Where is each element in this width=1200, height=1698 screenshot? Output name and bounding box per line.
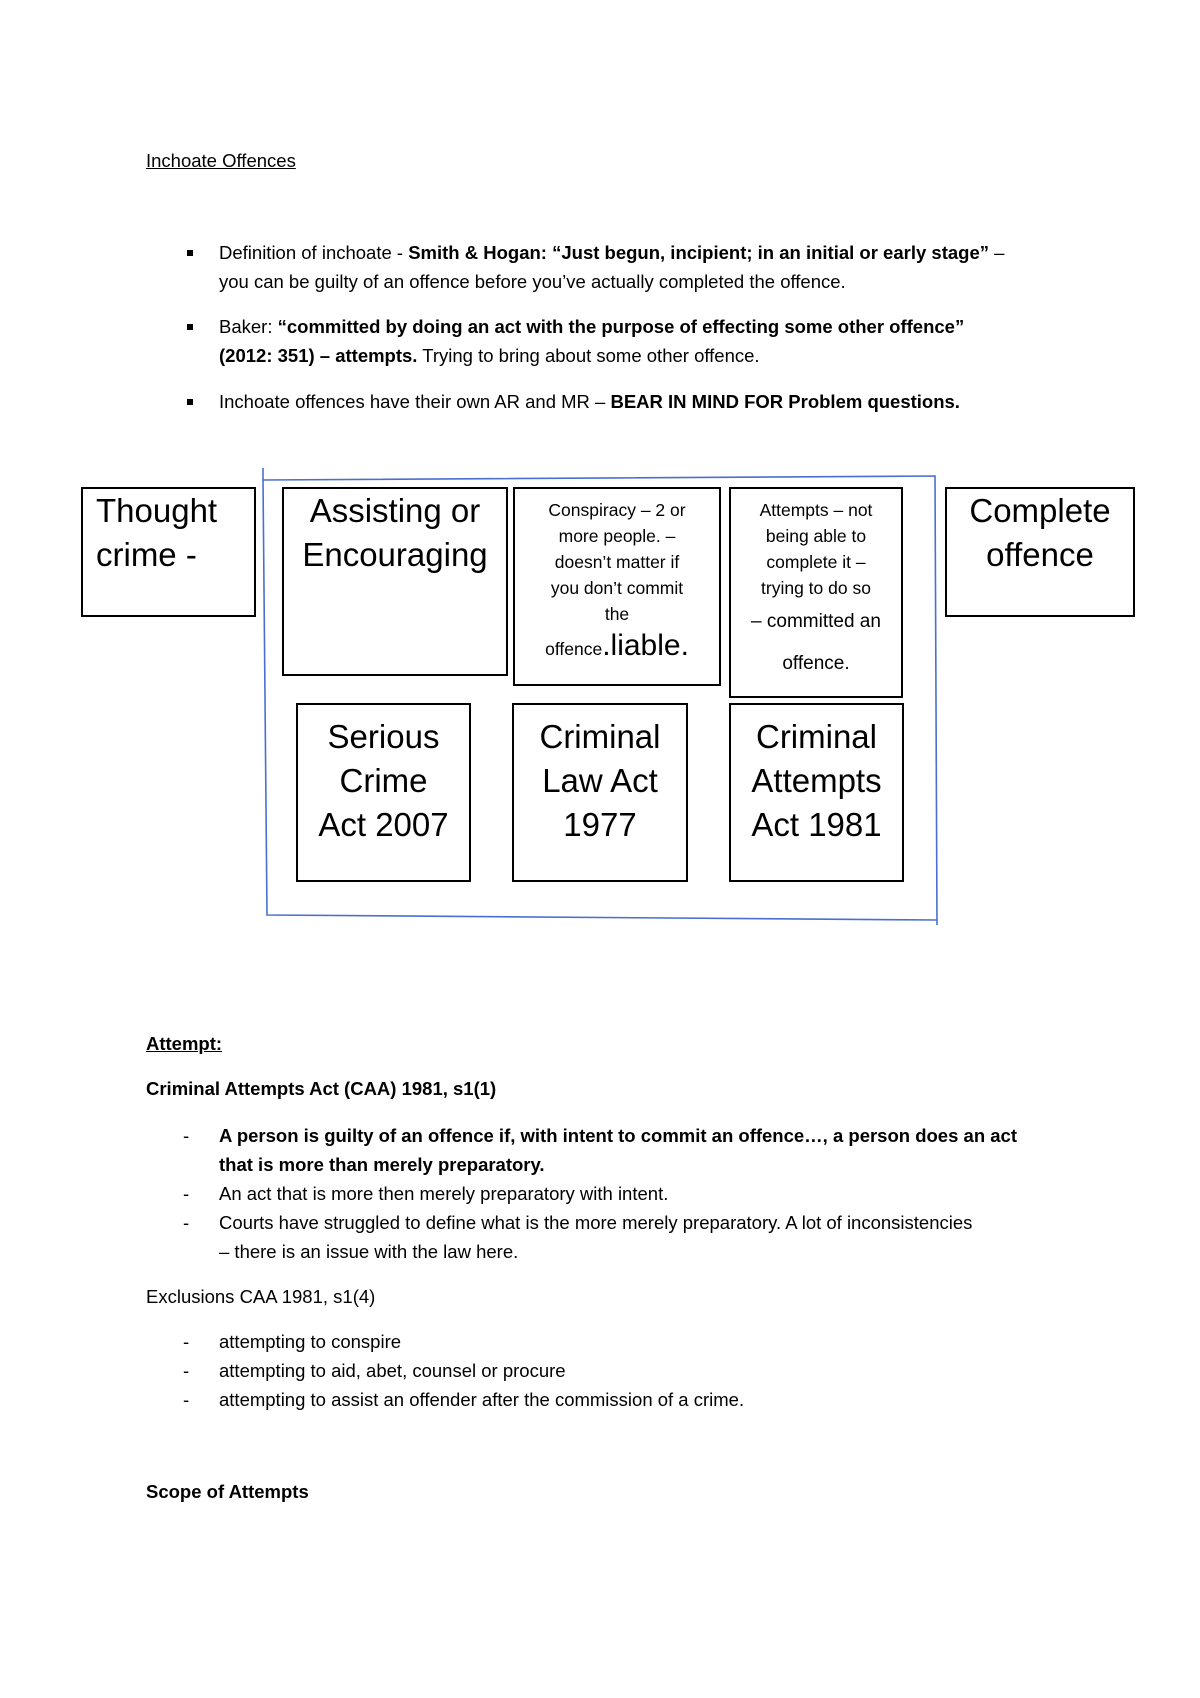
bullet-1-line-1 [219,238,1004,267]
caa-subheading: Criminal Attempts Act (CAA) 1981, s1(1) [146,1078,497,1099]
dash-marker: - [183,1125,190,1146]
thought-crime-box [81,487,256,617]
complete-offence-box [945,487,1135,617]
attempt-point-1-line-1: A person is guilty of an offence if, with intent to commit an offence…, a person does an act [219,1125,1017,1146]
conspiracy-line: you don’t commit [550,578,684,598]
dash-marker: - [183,1212,190,1233]
bullet-2-text-bold: “committed by doing an act with the purpose of effecting some other offence” [277,316,965,337]
dash-marker: - [183,1331,190,1352]
thought-crime-label: Thought crime - [96,492,218,573]
bullet-marker [187,250,193,256]
criminal-law-act-box [512,703,688,882]
dash-marker: - [183,1360,190,1381]
bullet-3-text-a: Inchoate offences have their own AR and MR – [219,391,611,412]
serious-crime-act-line: Crime [339,762,428,799]
page-title: Inchoate Offences [146,150,296,171]
bullet-2-line-1 [219,312,964,341]
conspiracy-line: doesn’t matter if [554,552,680,572]
dash-marker: - [183,1183,190,1204]
serious-crime-act-box [296,703,471,882]
bullet-3-text-bold: BEAR IN MIND FOR Problem questions. [610,391,960,412]
exclusion-item: attempting to aid, abet, counsel or procure [219,1360,566,1381]
attempt-point-3-line-1: Courts have struggled to define what is the more merely preparatory. A lot of inconsistencies [219,1212,973,1233]
bullet-1-text-bold: Smith & Hogan: “Just begun, incipient; in an initial or early stage” [408,242,989,263]
attempts-line: complete it – [766,552,866,572]
attempt-point-3-line-2: – there is an issue with the law here. [219,1241,519,1262]
bullet-3-line-1 [219,387,960,416]
attempts-line: – committed an [751,611,881,632]
bullet-marker [187,324,193,330]
criminal-law-act-line: Criminal [539,718,661,755]
conspiracy-last-big: .liable. [602,629,689,662]
bullet-1-line-2: you can be guilty of an offence before you’ve actually completed the offence. [219,271,846,292]
bullet-marker [187,399,193,405]
exclusions-heading: Exclusions CAA 1981, s1(4) [146,1286,376,1307]
attempts-box [729,487,903,698]
conspiracy-last-small: offence [545,639,603,659]
attempts-line: Attempts – not [759,500,873,520]
assisting-encouraging-label: Assisting or Encouraging [302,492,488,573]
conspiracy-box [513,487,721,686]
criminal-law-act-line: Law Act [542,762,658,799]
attempts-line: trying to do so [761,578,871,598]
bullet-2-text-b: Trying to bring about some other offence. [417,345,760,366]
conspiracy-last-line [515,627,719,668]
bullet-2-line-2 [219,341,760,370]
attempt-point-1-line-2: that is more than merely preparatory. [219,1154,545,1175]
attempt-heading: Attempt: [146,1033,223,1054]
serious-crime-act-line: Act 2007 [318,806,449,843]
criminal-attempts-act-line: Attempts [751,762,882,799]
criminal-attempts-act-line: Criminal [755,718,877,755]
assisting-encouraging-box [282,487,508,676]
bullet-1-text-a: Definition of inchoate - [219,242,409,263]
attempt-point-2: An act that is more then merely preparatory with intent. [219,1183,669,1204]
attempts-line: offence. [782,653,850,674]
bullet-2-text-bold-2: (2012: 351) – attempts. [219,345,418,366]
bullet-1-text-c: – [988,242,1005,263]
conspiracy-line: the [604,604,630,624]
conspiracy-line: Conspiracy – 2 or [548,500,686,520]
criminal-law-act-line: 1977 [563,806,637,843]
exclusion-item: attempting to conspire [219,1331,402,1352]
attempts-line: being able to [765,526,867,546]
bullet-2-text-a: Baker: [219,316,278,337]
dash-marker: - [183,1389,190,1410]
exclusion-item: attempting to assist an offender after the commission of a crime. [219,1389,745,1410]
conspiracy-line: more people. – [558,526,676,546]
criminal-attempts-act-line: Act 1981 [751,806,882,843]
criminal-attempts-act-box [729,703,904,882]
serious-crime-act-line: Serious [327,718,440,755]
scope-heading: Scope of Attempts [146,1481,309,1502]
complete-offence-label: Complete offence [969,492,1111,573]
